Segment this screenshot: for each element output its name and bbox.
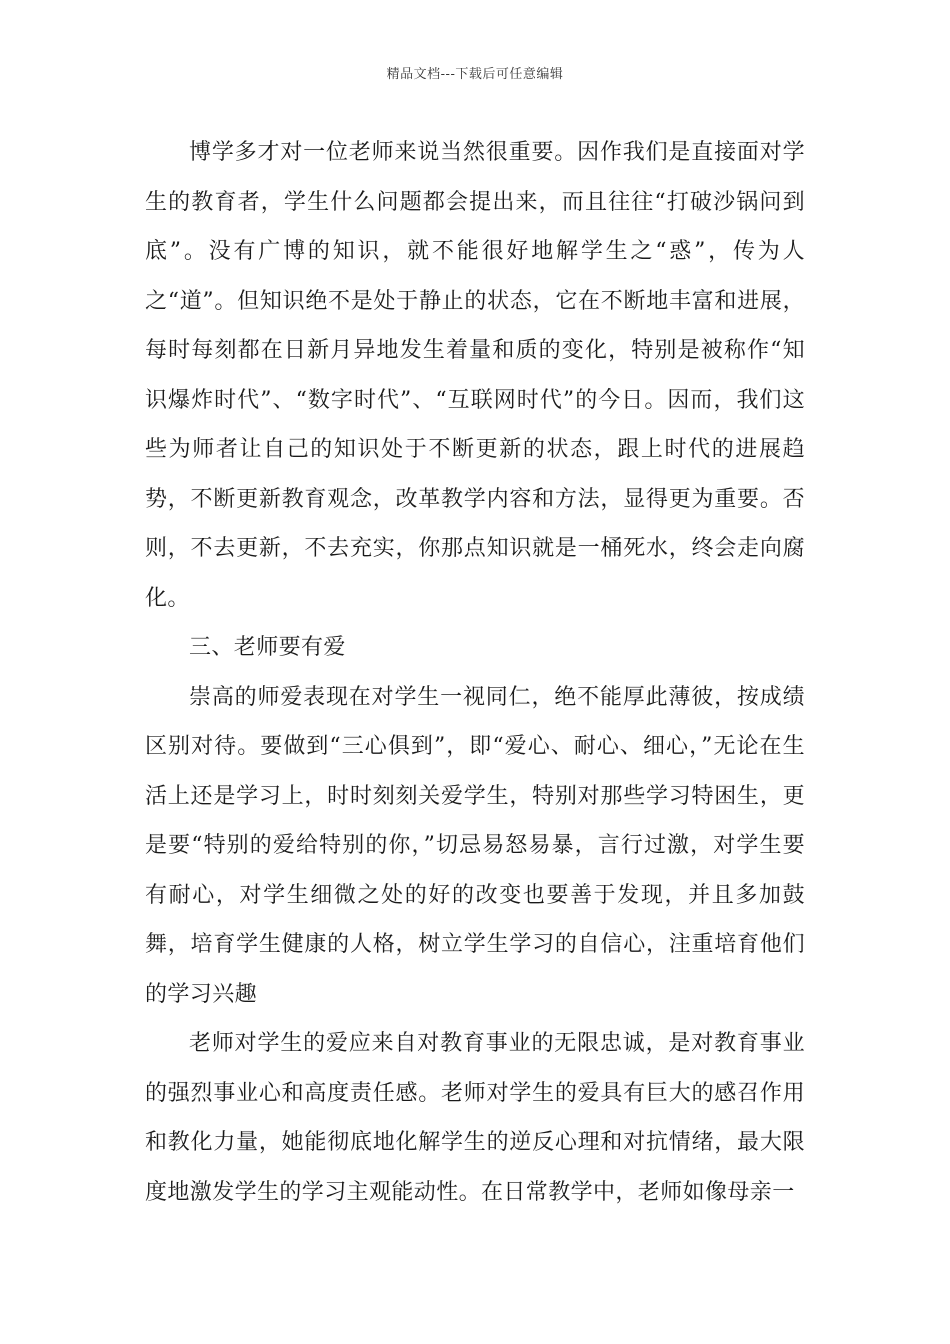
paragraph-knowledge-renewal: 博学多才对一位老师来说当然很重要。因作我们是直接面对学生的教育者，学生什么问题都会提出来，而且往往“打破沙锅问到底”。没有广博的知识，就不能很好地解学生之“惑”，传为人之“道”。但知识绝不是处于静止的状态，它在不断地丰富和进展，每时每刻都在日新月异地发生着量和质的变化，特别是被称作“知识爆炸时代”、“数字时代”、“互联网时代”的今日。因而，我们这些为师者让自己的知识处于不断更新的状态，跟上时代的进展趋势，不断更新教育观念，改革教学内容和方法，显得更为重要。否则，不去更新，不去充实，你那点知识就是一桶死水，终会走向腐化。 <box>145 140 805 611</box>
document-body <box>145 128 805 1217</box>
paragraph-love-source: 老师对学生的爱应来自对教育事业的无限忠诚，是对教育事业的强烈事业心和高度责任感。老师对学生的爱具有巨大的感召作用和教化力量，她能彻底地化解学生的逆反心理和对抗情绪，最大限度地激发学生的学习主观能动性。在日常教学中，老师如像母亲一 <box>145 1031 805 1205</box>
page-header: 精品文档---下载后可任意编辑 <box>386 67 564 82</box>
section-heading-teacher-love: 三、老师要有爱 <box>189 635 346 660</box>
paragraph-equal-love: 崇高的师爱表现在对学生一视同仁，绝不能厚此薄彼，按成绩区别对待。要做到“三心俱到”，即“爱心、耐心、细心，”无论在生活上还是学习上，时时刻刻关爱学生，特别对那些学习特困生，更是要“特别的爱给特别的你，”切忌易怒易暴，言行过激，对学生要有耐心，对学生细微之处的好的改变也要善于发现，并且多加鼓舞，培育学生健康的人格，树立学生学习的自信心，注重培育他们的学习兴趣 <box>145 684 805 1007</box>
